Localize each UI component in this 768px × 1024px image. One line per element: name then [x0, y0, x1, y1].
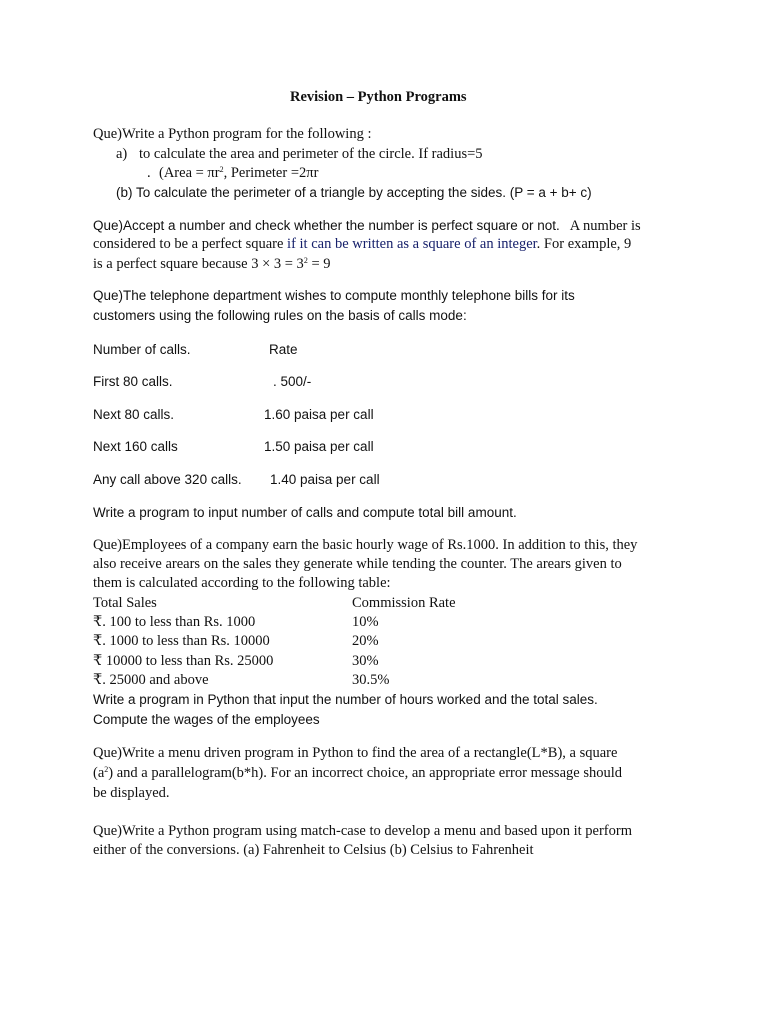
table-header-commission: Commission Rate [352, 595, 456, 611]
table-cell: 10% [352, 614, 379, 630]
table-cell: 30% [352, 653, 379, 669]
table-cell: ₹. 1000 to less than Rs. 10000 [93, 633, 270, 649]
table-cell: 1.60 paisa per call [264, 407, 374, 422]
table-cell: ₹ 10000 to less than Rs. 25000 [93, 653, 274, 669]
q1-b-text: (b) To calculate the perimeter of a triangle by accepting the sides. (P = a + b+ c) [116, 185, 592, 200]
table-cell: 1.50 paisa per call [264, 439, 374, 454]
table-header-rate: Rate [269, 342, 298, 357]
q6-line-2: either of the conversions. (a) Fahrenheit to Celsius (b) Celsius to Fahrenheit [93, 842, 534, 858]
table-cell: . 500/- [273, 374, 312, 389]
q5-line-1: Que)Write a menu driven program in Python to find the area of a rectangle(L*B), a square [93, 745, 618, 761]
q3-line-1: Que)The telephone department wishes to compute monthly telephone bills for its [93, 288, 575, 303]
table-cell: Next 160 calls [93, 439, 178, 454]
q4-line-2: also receive arears on the sales they generate while tending the counter. The arears given to [93, 556, 622, 572]
page-title: Revision – Python Programs [290, 89, 467, 105]
q1-intro: Que)Write a Python program for the following : [93, 126, 372, 142]
q4-closing-2: Compute the wages of the employees [93, 712, 320, 727]
table-header-sales: Total Sales [93, 595, 157, 611]
q2-line-2: considered to be a perfect square if it can be written as a square of an integer. For example, 9 [93, 236, 632, 252]
table-cell: ₹. 25000 and above [93, 672, 209, 688]
q1-a-formula: (Area = $\pi r^2$, Perimeter =2πr [159, 165, 319, 181]
q5-line-2: $(a^2)$ and a parallelogram(b*h). For an incorrect choice, an appropriate error message should [93, 765, 622, 781]
table-cell: First 80 calls. [93, 374, 173, 389]
q1-a-dot: . [147, 165, 151, 181]
q3-closing: Write a program to input number of calls and compute total bill amount. [93, 505, 517, 520]
q1-a-text: to calculate the area and perimeter of the circle. If radius=5 [139, 146, 483, 162]
table-cell: Next 80 calls. [93, 407, 175, 422]
q2-line-1: Que)Accept a number and check whether the number is perfect square or not. A number is [93, 218, 641, 234]
table-cell: ₹. 100 to less than Rs. 1000 [93, 614, 256, 630]
table-cell: 1.40 paisa per call [270, 472, 380, 487]
q4-line-1: Que)Employees of a company earn the basic hourly wage of Rs.1000. In addition to this, they [93, 537, 638, 553]
table-header-calls: Number of calls. [93, 342, 191, 357]
q4-closing-1: Write a program in Python that input the number of hours worked and the total sales. [93, 692, 598, 707]
q6-line-1: Que)Write a Python program using match-case to develop a menu and based upon it perform [93, 823, 632, 839]
table-cell: 20% [352, 633, 379, 649]
table-cell: Any call above 320 calls. [93, 472, 242, 487]
q2-line-3: is a perfect square because $3 \times 3 = 3^2 = 9$ [93, 256, 331, 272]
q1-a-label: a) [116, 146, 128, 162]
table-cell: 30.5% [352, 672, 390, 688]
q3-line-2: customers using the following rules on the basis of calls mode: [93, 308, 467, 323]
q5-line-3: be displayed. [93, 785, 170, 801]
q4-line-3: them is calculated according to the following table: [93, 575, 391, 591]
